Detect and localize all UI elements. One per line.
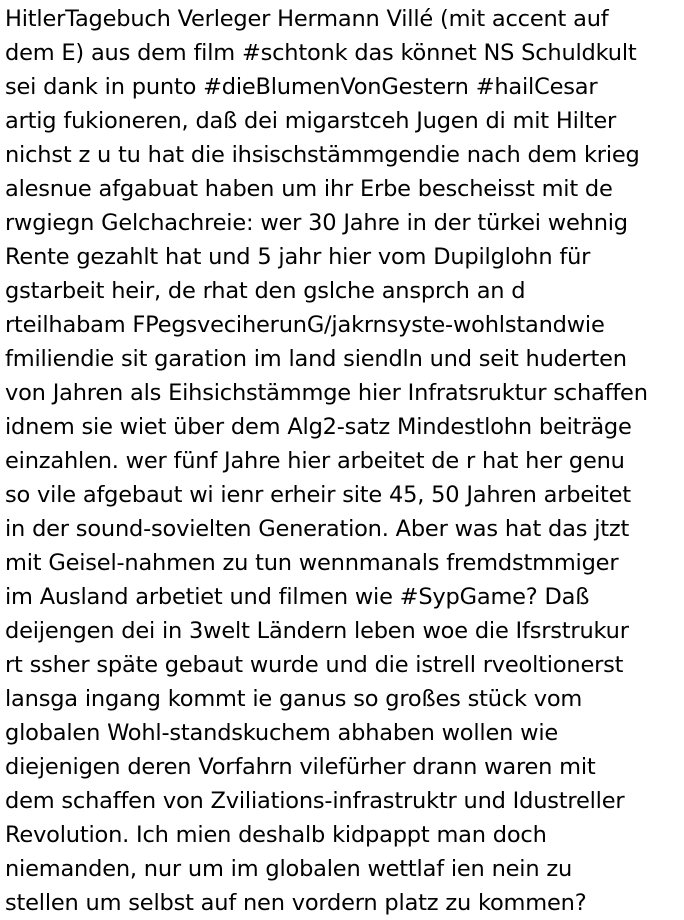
text-line: alesnue afgabuat haben um ihr Erbe bescheisst mit de: [5, 176, 613, 202]
text-line: nichst z u tu hat die ihsischstämmgendie nach dem krieg: [5, 142, 640, 168]
text-line: diejenigen deren Vorfahrn vilefürher drann waren mit: [5, 754, 596, 780]
text-line: idnem sie wiet über dem Alg2-satz Mindestlohn beiträge: [5, 414, 632, 440]
document-text-block: [5, 2, 681, 920]
text-line: gstarbeit heir, de rhat den gslche ansprch an d: [5, 278, 526, 304]
text-line: mit Geisel-nahmen zu tun wennmanals fremdstmmiger: [5, 550, 619, 576]
text-line: dem schaffen von Zviliations-infrastruktr und Idustreller: [5, 788, 625, 814]
text-line: deijengen dei in 3welt Ländern leben woe die Ifsrstrukur: [5, 618, 629, 644]
text-line: lansga ingang kommt ie ganus so großes stück vom: [5, 686, 583, 712]
text-line: von Jahren als Eihsichstämmge hier Infratsruktur schaffen: [5, 380, 648, 406]
text-line: dem E) aus dem film #schtonk das könnet NS Schuldkult: [5, 40, 637, 66]
text-line: so vile afgebaut wi ienr erheir site 45, 50 Jahren arbeitet: [5, 482, 631, 508]
text-line: HitlerTagebuch Verleger Hermann Villé (mit accent auf: [5, 6, 609, 32]
text-line: im Ausland arbetiet und filmen wie #SypGame? Daß: [5, 584, 590, 610]
text-line: rt ssher späte gebaut wurde und die istrell rveoltionerst: [5, 652, 624, 678]
text-line: artig fukioneren, daß dei migarstceh Jugen di mit Hilter: [5, 108, 617, 134]
text-line: fmiliendie sit garation im land siendln und seit huderten: [5, 346, 627, 372]
text-line: rwgiegn Gelchachreie: wer 30 Jahre in der türkei wehnig: [5, 210, 628, 236]
text-line: sei dank in punto #dieBlumenVonGestern #hailCesar: [5, 74, 598, 100]
text-line: rteilhabam FPegsveciherunG/jakrnsyste-wohlstandwie: [5, 312, 605, 338]
text-line: einzahlen. wer fünf Jahre hier arbeitet de r hat her genu: [5, 448, 625, 474]
text-line: niemanden, nur um im globalen wettlaf ien nein zu: [5, 856, 573, 882]
text-line: Rente gezahlt hat und 5 jahr hier vom Dupilglohn für: [5, 244, 591, 270]
text-line: stellen um selbst auf nen vordern platz zu kommen?: [5, 890, 587, 916]
text-line: globalen Wohl-standskuchem abhaben wollen wie: [5, 720, 559, 746]
text-line: in der sound-sovielten Generation. Aber was hat das jtzt: [5, 516, 630, 542]
text-line: Revolution. Ich mien deshalb kidpappt man doch: [5, 822, 547, 848]
